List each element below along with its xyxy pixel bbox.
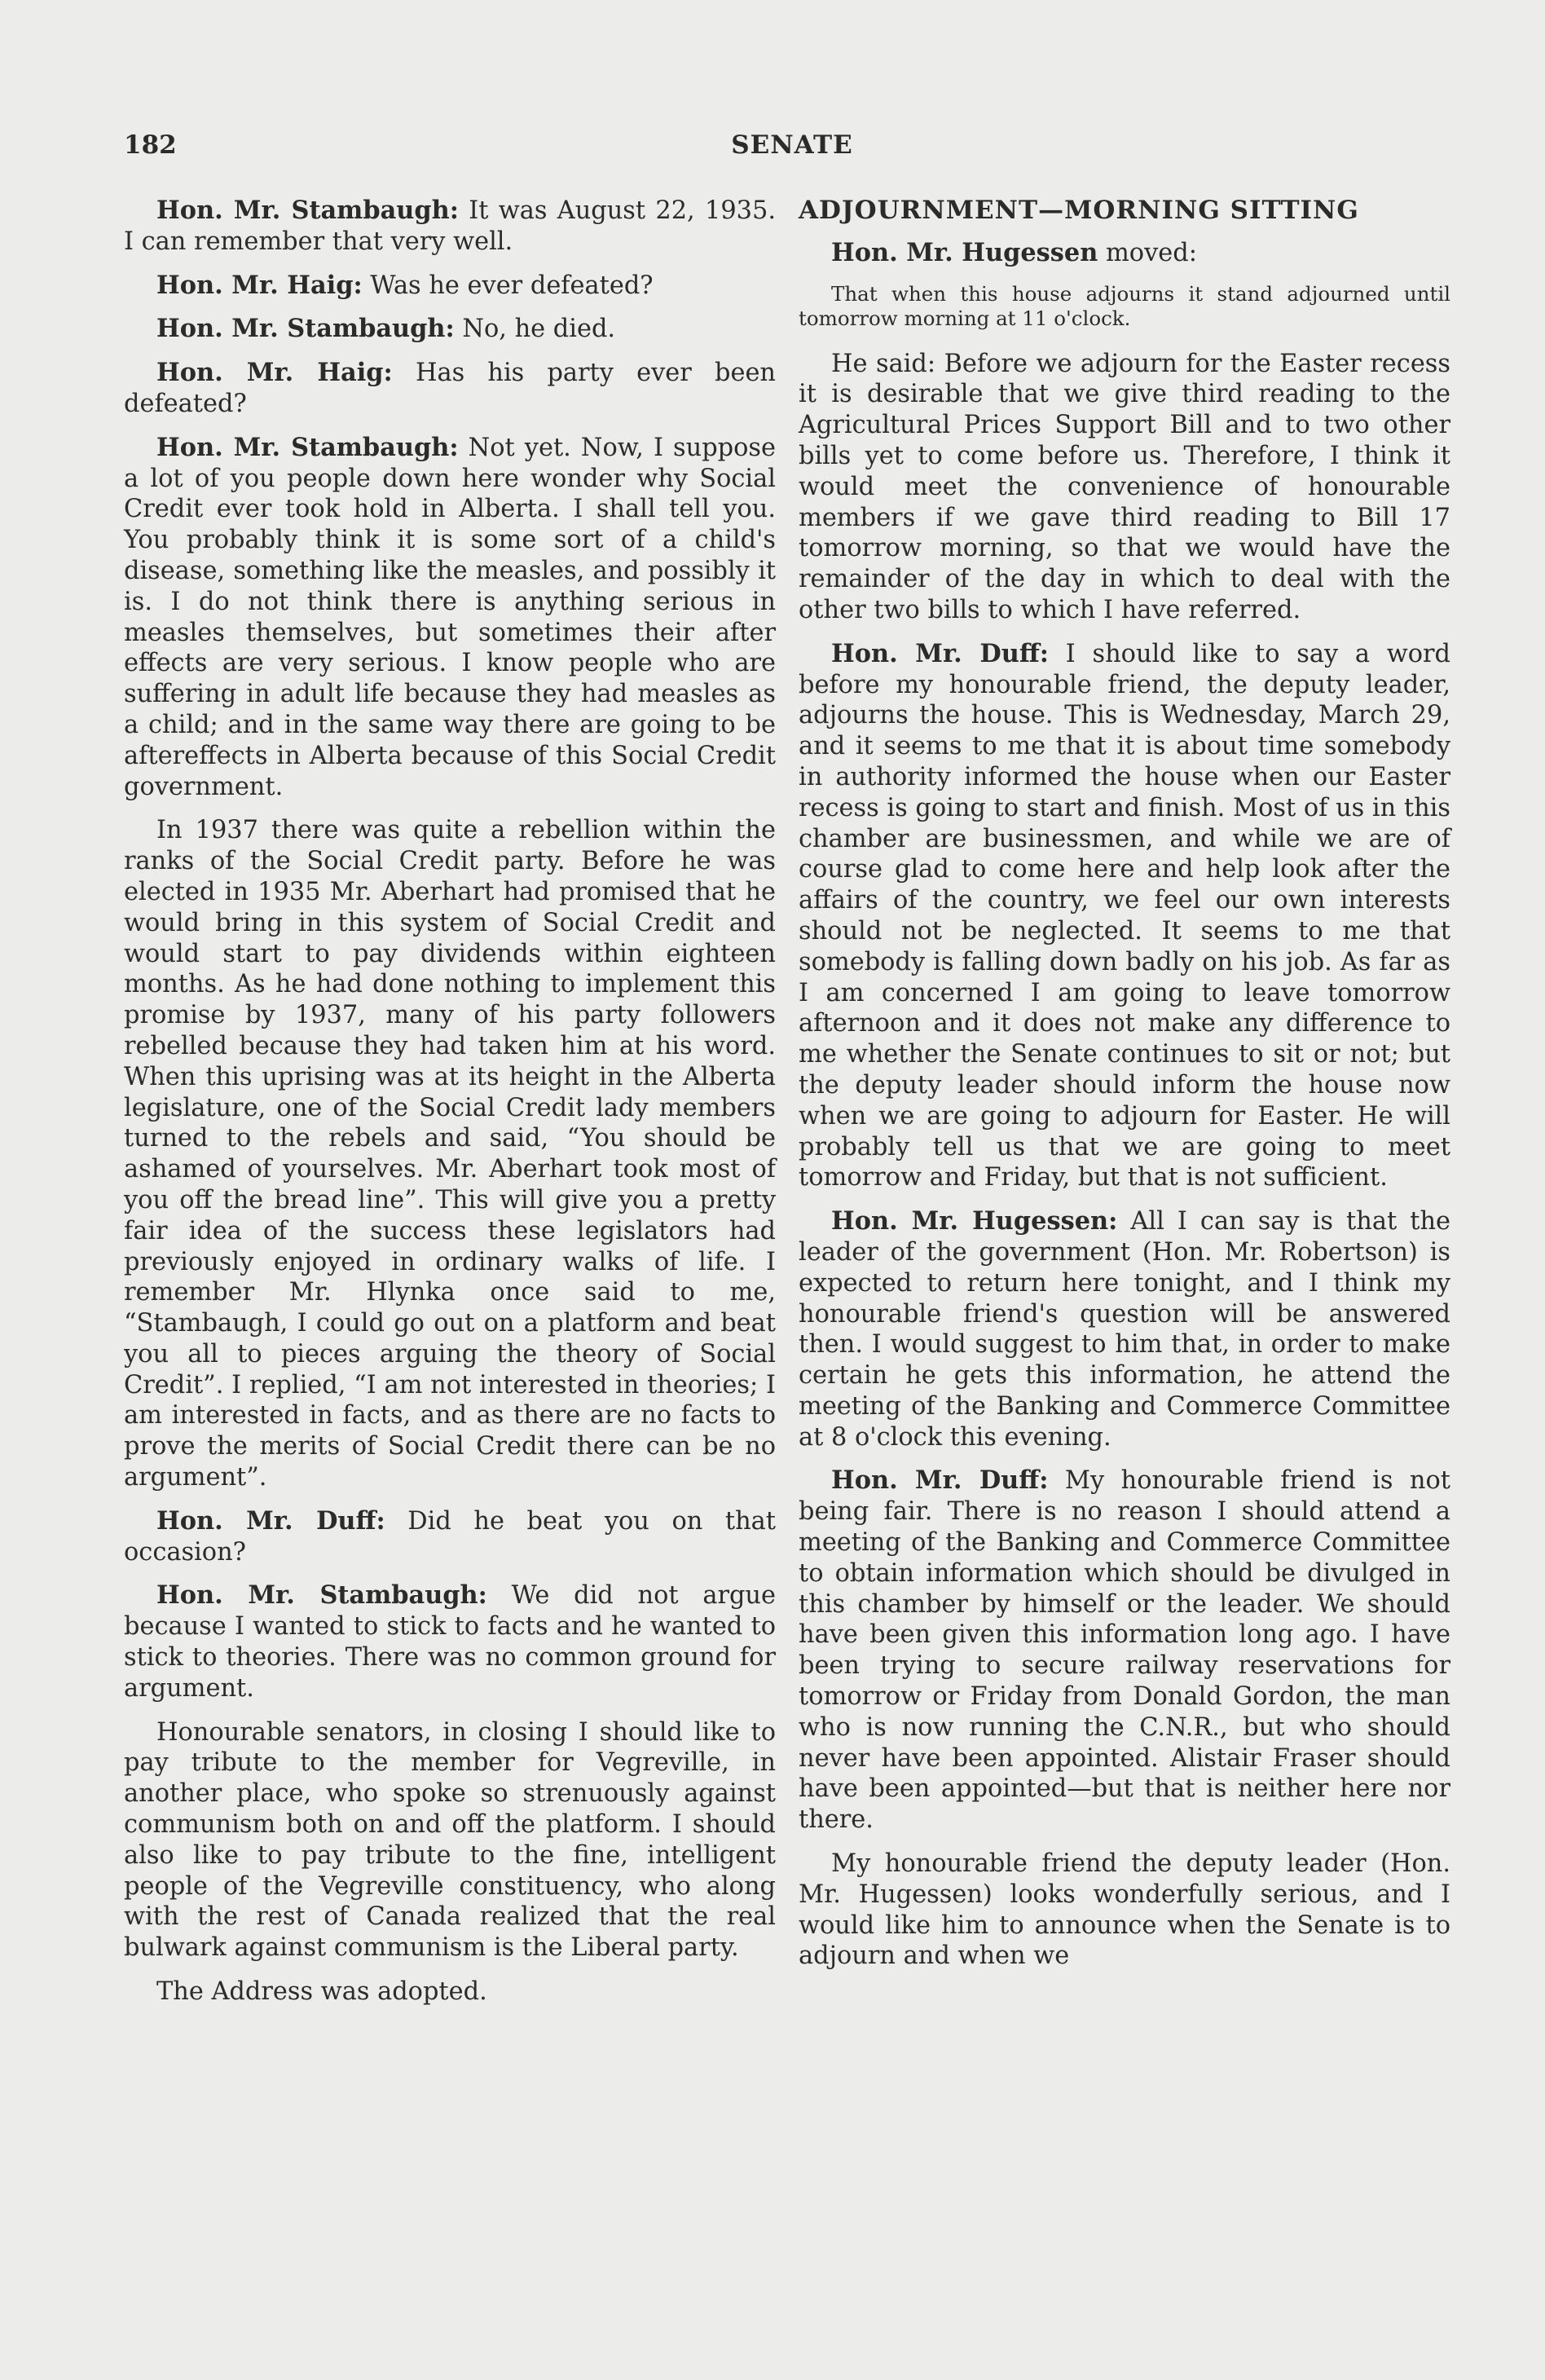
speaker-name: Hon. Mr. Haig: [156,358,393,388]
address-adopted: The Address was adopted. [156,1977,487,2007]
speech-text: Not yet. Now, I suppose a lot of you people down here wonder why Social Credit ever took hold in Alberta. I shall tell you. You probably think it is some sort of a child's disease, something like the measles, and possibly it is. I do not think there is anything serious in measles themselves, but sometimes their after effects are very serious. I know people who are suffering in adult life because they had measles as a child; and in the same way there are going to be aftereffects in Alberta because of this Social Credit government. [124,433,776,801]
page-number: 182 [124,130,177,160]
speaker-name: Hon. Mr. Stambaugh: [156,1580,487,1611]
speech-text: I should like to say a word before my honourable friend, the deputy leader, adjourns the house. This is Wednesday, March 29, and it seems to me that it is about time somebody in authority informed the house when our Easter recess is going to start and finish. Most of us in this chamber are businessmen, and while we are of course glad to come here and help look after the affairs of the country, we feel our own interests should not be neglected. It seems to me that somebody is falling down badly on his job. As far as I am concerned I am going to leave tomorrow afternoon and it does not make any difference to me whether the Senate continues to sit or not; but the deputy leader should inform the house now when we are going to adjourn for Easter. He will probably tell us that we are going to meet tomorrow and Friday, but that is not sufficient. [799,639,1450,1192]
speech-text: My honourable friend the deputy leader (Hon. Mr. Hugessen) looks wonderfully serious, and I would like him to announce when the Senate is to adjourn and when we [799,1849,1450,1971]
mover-paragraph [799,238,1450,269]
speech-paragraph [124,271,776,302]
speech-paragraph [124,433,776,803]
speech-text: In 1937 there was quite a rebellion within the ranks of the Social Credit party. Before he was elected in 1935 Mr. Aberhart had promised that he would bring in this system of Social Credit and would start to pay dividends within eighteen months. As he had done nothing to implement this promise by 1937, many of his party followers rebelled because they had taken him at his word. When this uprising was at its height in the Alberta legislature, one of the Social Credit lady members turned to the rebels and said, “You should be ashamed of yourselves. Mr. Aberhart took most of you off the bread line”. This will give you a pretty fair idea of the success these legislators had previously enjoyed in ordinary walks of life. I remember Mr. Hlynka once said to me, “Stambaugh, I could go out on a platform and beat you all to pieces arguing the theory of Social Credit”. I replied, “I am not interested in theories; I am interested in facts, and as there are no facts to prove the merits of Social Credit there can be no argument”. [124,816,776,1492]
right-column [799,196,1450,1985]
speech-paragraph [124,815,776,1493]
speech-paragraph [124,1580,776,1703]
speaker-name: Hon. Mr. Hugessen: [831,1206,1118,1236]
speech-text: moved: [1098,238,1197,267]
speech-text: Was he ever defeated? [362,271,654,300]
speaker-name: Hon. Mr. Duff: [831,638,1050,668]
speaker-name: Hon. Mr. Duff: [156,1505,385,1536]
speaker-name: Hon. Mr. Duff: [831,1465,1049,1496]
motion-text: That when this house adjourns it stand adjourned until tomorrow morning at 11 o'clock. [799,281,1450,330]
speech-paragraph [799,639,1450,1193]
speech-paragraph [124,314,776,345]
page-header [124,130,1460,165]
speech-text: Has his party ever been defeated? [124,359,776,418]
speech-paragraph [799,1849,1450,1972]
speech-paragraph [799,349,1450,626]
speech-text: My honourable friend is not being fair. There is no reason I should attend a meeting of the Banking and Commerce Committee to obtain information which should be divulged in this chamber by himself or the leader. We should have been given this information long ago. I have been trying to secure railway reservations for tomorrow or Friday from Donald Gordon, the man who is now running the C.N.R., but who should never have been appointed. Alistair Fraser should have been appointed—but that is neither here nor there. [799,1466,1450,1835]
speech-text: Did he beat you on that occasion? [124,1506,776,1567]
speech-text: All I can say is that the leader of the government (Hon. Mr. Robertson) is expected to return here tonight, and I think my honourable friend's question will be answered then. I would suggest to him that, in order to make certain he gets this information, he attend the meeting of the Banking and Commerce Committee at 8 o'clock this evening. [799,1207,1450,1452]
speaker-name: Hon. Mr. Hugessen [831,237,1098,267]
speaker-name: Hon. Mr. Stambaugh: [156,196,459,225]
section-heading: ADJOURNMENT—MORNING SITTING [799,196,1359,225]
speech-paragraph [799,1206,1450,1452]
running-title: SENATE [731,130,853,160]
speaker-name: Hon. Mr. Stambaugh: [156,314,455,344]
speech-paragraph [799,1465,1450,1836]
speech-text: We did not argue because I wanted to stick to facts and he wanted to stick to theories. There was no common ground for argument. [124,1581,776,1703]
speaker-name: Hon. Mr. Haig: [156,270,363,300]
speaker-name: Hon. Mr. Stambaugh: [156,432,459,462]
speech-text: No, he died. [454,315,616,344]
left-column [124,196,776,2021]
speech-paragraph [124,1717,776,1964]
speech-text: It was August 22, 1935. I can remember that very well. [124,196,777,256]
speech-paragraph [124,358,776,420]
speech-paragraph [124,1506,776,1568]
speech-text: He said: Before we adjourn for the Easter recess it is desirable that we give third reading to the Agricultural Prices Support Bill and to two other bills yet to come before us. Therefore, I think it would meet the convenience of honourable members if we gave third reading to Bill 17 tomorrow morning, so that we would have the remainder of the day in which to deal with the other two bills to which I have referred. [799,349,1450,624]
speech-text: Honourable senators, in closing I should like to pay tribute to the member for Vegreville, in another place, who spoke so strenuously against communism both on and off the platform. I should also like to pay tribute to the fine, intelligent people of the Vegreville constituency, who along with the rest of Canada realized that the real bulwark against communism is the Liberal party. [124,1717,776,1963]
speech-paragraph [124,196,776,258]
